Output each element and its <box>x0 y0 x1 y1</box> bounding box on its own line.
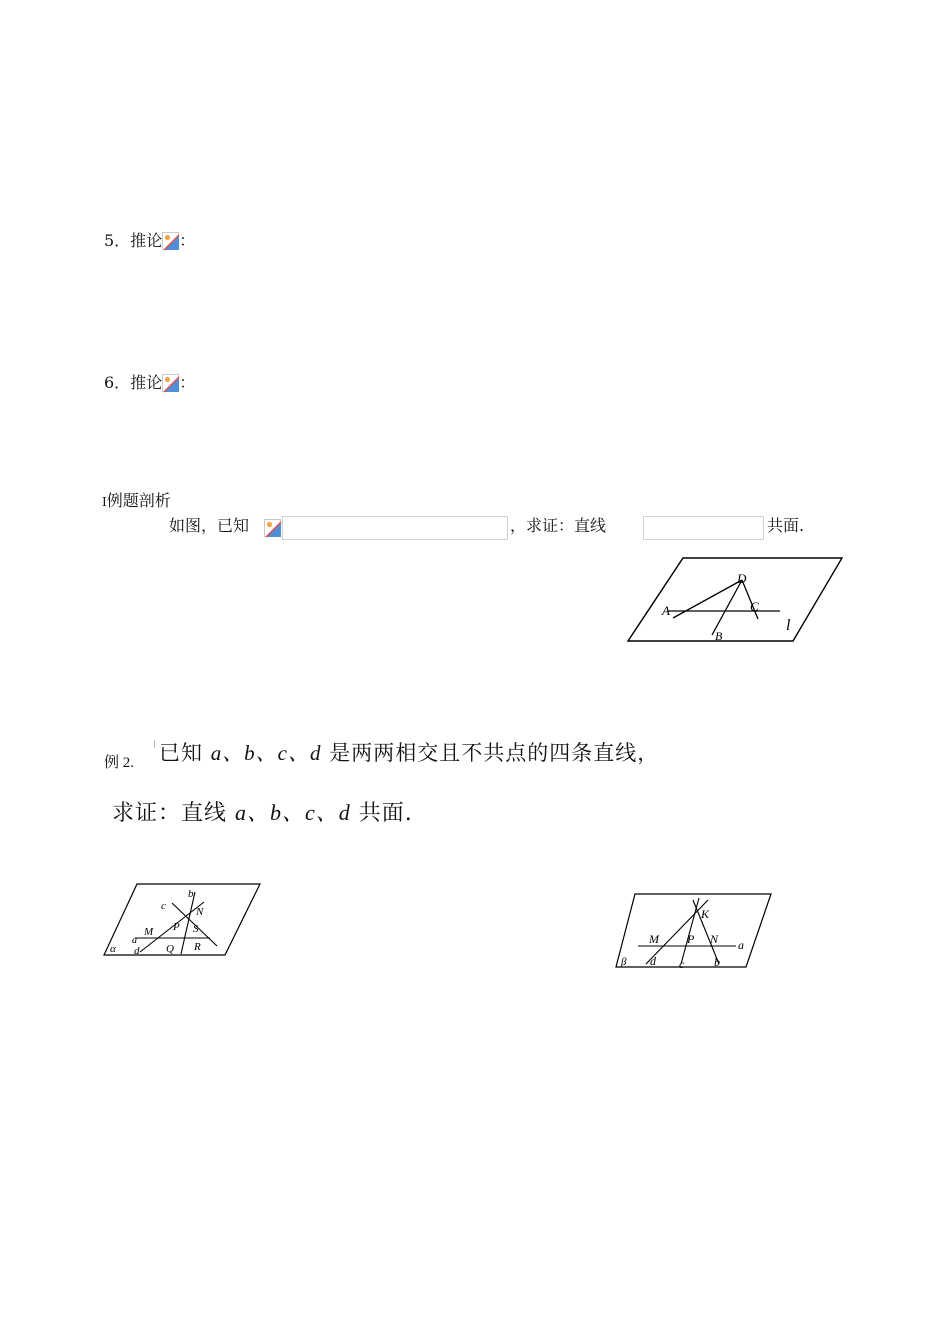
label-P: P <box>173 921 180 933</box>
label-b: b <box>714 955 720 969</box>
section-marker: I <box>102 495 107 509</box>
item-5 <box>104 231 195 251</box>
section-title: 例题剖析 <box>106 491 171 510</box>
label-M: M <box>144 926 154 938</box>
label-P: P <box>687 932 695 946</box>
formula-placeholder-box <box>643 516 764 540</box>
broken-image-icon <box>264 519 281 537</box>
broken-image-icon <box>162 374 179 392</box>
label-R: R <box>194 941 201 953</box>
label-d: d <box>134 945 140 957</box>
example-1-text-end: 共面. <box>767 516 805 535</box>
label-beta: β <box>621 956 627 968</box>
label-alpha: α <box>110 943 116 955</box>
item-5-suffix: ： <box>179 231 196 250</box>
broken-image-icon <box>162 232 179 250</box>
item-6 <box>104 373 195 393</box>
label-c: c <box>161 900 166 912</box>
example-2-line-1-prefix: 已知 <box>159 741 211 765</box>
example-2-line-2-prefix: 求证：直线 <box>112 801 235 826</box>
example-1-text-mid: ，求证：直线 <box>510 516 607 535</box>
item-6-label: 推论 <box>130 373 163 392</box>
label-S: S <box>193 923 199 935</box>
label-b: b <box>188 888 194 900</box>
label-Q: Q <box>166 943 174 955</box>
item-5-label: 推论 <box>130 231 163 250</box>
example-2-line-2 <box>112 800 413 827</box>
figure-lines-plane-alpha <box>100 880 265 960</box>
section-heading <box>102 491 171 512</box>
label-D: D <box>737 571 747 586</box>
example-2-line-1-vars: a、b、c、d <box>210 741 322 765</box>
label-l: l <box>786 617 791 634</box>
example-1-text-start: 如图，已知 <box>169 516 250 535</box>
item-6-suffix: ： <box>179 373 196 392</box>
label-B: B <box>715 629 723 643</box>
label-a: a <box>132 935 137 946</box>
label-A: A <box>662 603 670 618</box>
label-M: M <box>649 932 659 946</box>
item-6-number: 6． <box>104 373 131 392</box>
label-d: d <box>650 954 656 968</box>
example-2-label: 例 2. <box>104 755 135 771</box>
label-C: C <box>750 599 759 614</box>
formula-placeholder-box <box>282 516 508 540</box>
divider-mark <box>154 740 155 748</box>
label-a: a <box>738 938 744 952</box>
example-2-line-2-suffix: 共面. <box>350 801 413 826</box>
item-5-number: 5． <box>104 231 131 250</box>
figure-plane-points <box>620 555 850 650</box>
label-N: N <box>196 906 204 918</box>
example-2-line-1-suffix: 是两两相交且不共点的四条直线， <box>321 741 660 765</box>
example-2-line-1 <box>159 740 659 766</box>
label-K: K <box>701 907 710 921</box>
label-c: c <box>679 957 685 971</box>
figure-lines-plane-beta <box>612 890 777 972</box>
label-N: N <box>710 932 719 946</box>
example-2-line-2-vars: a、b、c、d <box>235 800 351 825</box>
